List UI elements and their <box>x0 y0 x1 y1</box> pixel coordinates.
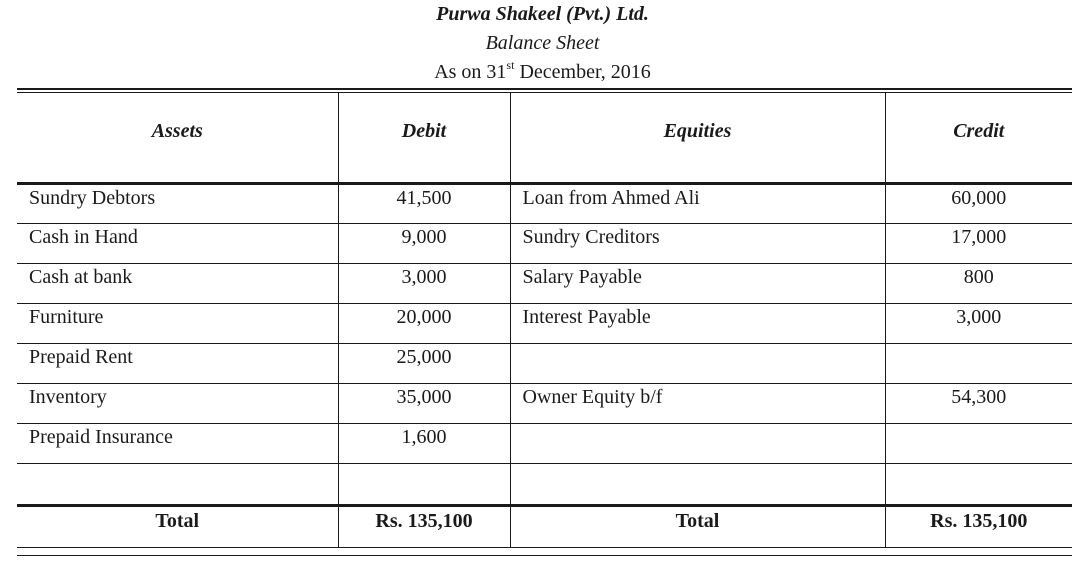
equities-total-label: Total <box>510 505 885 547</box>
table-row <box>17 463 1072 505</box>
table-row <box>17 303 1072 343</box>
asset-name: Inventory <box>17 383 338 423</box>
credit-value: 17,000 <box>885 223 1072 263</box>
debit-column-header: Debit <box>338 93 510 183</box>
asset-name: Prepaid Insurance <box>17 423 338 463</box>
table-row <box>17 223 1072 263</box>
asset-name: Sundry Debtors <box>17 183 338 223</box>
debit-value: 20,000 <box>338 303 510 343</box>
credit-value <box>885 463 1072 505</box>
bottom-double-rule <box>17 555 1072 556</box>
header-row <box>17 93 1072 183</box>
balance-sheet-table <box>17 93 1072 548</box>
statement-date <box>0 60 1085 84</box>
assets-total-label: Total <box>17 505 338 547</box>
asset-name <box>17 463 338 505</box>
asset-name: Cash at bank <box>17 263 338 303</box>
asset-name: Prepaid Rent <box>17 343 338 383</box>
equity-name: Sundry Creditors <box>510 223 885 263</box>
debit-value <box>338 463 510 505</box>
debit-value: 41,500 <box>338 183 510 223</box>
equity-name: Interest Payable <box>510 303 885 343</box>
credit-total: Rs. 135,100 <box>885 505 1072 547</box>
date-rest: December, 2016 <box>514 61 651 83</box>
company-name: Purwa Shakeel (Pvt.) Ltd. <box>436 3 649 25</box>
asset-name: Furniture <box>17 303 338 343</box>
equity-name: Salary Payable <box>510 263 885 303</box>
asset-name: Cash in Hand <box>17 223 338 263</box>
table-row <box>17 423 1072 463</box>
debit-value: 1,600 <box>338 423 510 463</box>
table-row <box>17 263 1072 303</box>
debit-value: 35,000 <box>338 383 510 423</box>
totals-row <box>17 505 1072 547</box>
credit-value: 54,300 <box>885 383 1072 423</box>
equity-name <box>510 343 885 383</box>
assets-column-header: Assets <box>17 93 338 183</box>
top-double-rule-outer <box>17 88 1072 90</box>
table-row <box>17 383 1072 423</box>
equities-column-header: Equities <box>510 93 885 183</box>
equity-name: Owner Equity b/f <box>510 383 885 423</box>
debit-value: 9,000 <box>338 223 510 263</box>
credit-value: 60,000 <box>885 183 1072 223</box>
debit-total: Rs. 135,100 <box>338 505 510 547</box>
debit-value: 25,000 <box>338 343 510 383</box>
table-row <box>17 183 1072 223</box>
statement-title: Balance Sheet <box>485 32 600 54</box>
date-prefix: As on 31 <box>434 61 507 83</box>
debit-value: 3,000 <box>338 263 510 303</box>
table-row <box>17 343 1072 383</box>
equity-name <box>510 463 885 505</box>
date-ordinal-suffix: st <box>506 58 515 73</box>
credit-value <box>885 423 1072 463</box>
credit-value: 3,000 <box>885 303 1072 343</box>
equity-name: Loan from Ahmed Ali <box>510 183 885 223</box>
credit-value <box>885 343 1072 383</box>
credit-column-header: Credit <box>885 93 1072 183</box>
equity-name <box>510 423 885 463</box>
credit-value: 800 <box>885 263 1072 303</box>
